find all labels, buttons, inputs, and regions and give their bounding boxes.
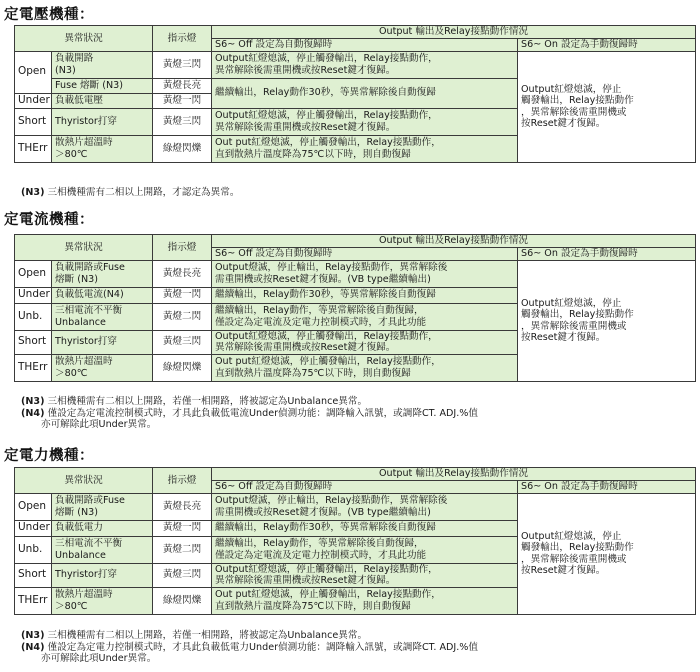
auto-line-2: 需重開機或按Reset鍵才復歸。(VB type繼續輸出)	[215, 506, 431, 518]
row-code: Under	[15, 520, 52, 536]
auto-line-2: 需重開機或按Reset鍵才復歸。(VB type繼續輸出)	[215, 273, 431, 285]
manual-line: 按Reset鍵才復歸。	[521, 118, 606, 129]
row-condition: Thyristor打穿	[52, 330, 153, 354]
condition-line-2: ＞80℃	[55, 367, 88, 379]
manual-reset-cell	[518, 260, 696, 381]
row-condition	[52, 536, 153, 563]
section-title: 定電流機種：	[4, 212, 94, 228]
row-condition	[52, 493, 153, 520]
row-code: Short	[15, 563, 52, 587]
footnote-continuation: 亦可解除此項Under異常。	[41, 419, 157, 430]
manual-reset-cell	[518, 51, 696, 162]
row-auto-reset	[212, 51, 518, 78]
header-output-group: Output 輸出及Relay接點動作情況	[212, 26, 696, 39]
row-indicator: 黃燈一閃	[153, 93, 212, 108]
footnote-text: 僅設定為定電力控制模式時，才具此負載低電力Under偵測功能：調降輸入訊號，或調降CT. ADJ.%值	[44, 642, 479, 653]
manual-reset-cell	[518, 493, 696, 614]
auto-line-2: 直到散熱片溫度降為75℃以下時，則自動復歸	[215, 367, 411, 379]
condition-line-2: 熔斷 (N3)	[55, 506, 99, 518]
manual-line: 觸發輸出，Relay接點動作	[521, 309, 634, 320]
row-auto-reset	[212, 563, 518, 587]
condition-line-2: (N3)	[55, 64, 76, 76]
fault-table	[14, 25, 696, 163]
auto-line-1: Output紅燈熄滅，停止觸發輸出，Relay接點動作，	[215, 330, 438, 342]
header-abnormal: 異常狀況	[15, 468, 153, 494]
manual-line: Output紅燈熄滅，停止	[521, 83, 622, 95]
header-indicator: 指示燈	[153, 468, 212, 494]
fault-table	[14, 467, 696, 615]
auto-line-1: 繼續輸出，Relay動作，等異常解除後自動復歸，	[215, 538, 424, 549]
condition-line-1: 三相電流不平衡	[55, 538, 123, 549]
auto-line-2: 異常解除後需重開機或按Reset鍵才復歸。	[215, 64, 396, 76]
row-auto-reset	[212, 303, 518, 330]
row-auto-reset	[212, 135, 518, 162]
condition-line-2: ＞80℃	[55, 148, 88, 160]
footnote	[21, 408, 478, 430]
row-indicator: 黃燈二閃	[153, 536, 212, 563]
row-code: Open	[15, 260, 52, 287]
section-title: 定電力機種：	[4, 448, 94, 464]
manual-line: 按Reset鍵才復歸。	[521, 565, 606, 576]
row-auto-reset: 繼續輸出，Relay動作30秒，等異常解除後自動復歸	[212, 287, 518, 303]
auto-line-1: Output燈滅，停止輸出，Relay接點動作，異常解除後	[215, 262, 448, 273]
row-indicator: 黃燈三閃	[153, 563, 212, 587]
header-s6-off: S6~ Off 設定為自動復歸時	[212, 39, 518, 52]
manual-line: ，異常解除後需重開機或	[521, 320, 627, 332]
footnote	[21, 642, 478, 664]
auto-line-1: Output紅燈熄滅，停止觸發輸出，Relay接點動作，	[215, 110, 438, 121]
row-code: Open	[15, 51, 52, 93]
row-indicator: 黃燈一閃	[153, 520, 212, 536]
header-s6-on: S6~ On 設定為手動復歸時	[518, 248, 696, 261]
row-condition: 負載低電壓	[52, 93, 153, 108]
row-code: Under	[15, 287, 52, 303]
row-code: Unb.	[15, 303, 52, 330]
auto-line-1: Out put紅燈熄滅，停止觸發輸出，Relay接點動作，	[215, 589, 441, 600]
auto-line-2: 異常解除後需重開機或按Reset鍵才復歸。	[215, 575, 396, 586]
row-code: Open	[15, 493, 52, 520]
header-abnormal: 異常狀況	[15, 26, 153, 52]
row-condition	[52, 260, 153, 287]
row-condition: 負載低電力	[52, 520, 153, 536]
row-condition	[52, 354, 153, 381]
row-code: Unb.	[15, 536, 52, 563]
fault-table	[14, 234, 696, 382]
row-code: THErr	[15, 135, 52, 162]
footnote-tag: (N4)	[21, 642, 45, 653]
condition-line-1: 散熱片超溫時	[55, 137, 113, 148]
row-condition: 負載低電流(N4)	[52, 287, 153, 303]
condition-line-2: Unbalance	[55, 549, 106, 561]
footnote	[21, 630, 367, 641]
header-s6-off: S6~ Off 設定為自動復歸時	[212, 481, 518, 494]
row-code: Short	[15, 108, 52, 135]
manual-line: 按Reset鍵才復歸。	[521, 332, 606, 343]
manual-line: 觸發輸出，Relay接點動作	[521, 542, 634, 553]
row-code: Short	[15, 330, 52, 354]
manual-line: ，異常解除後需重開機或	[521, 106, 627, 118]
row-indicator: 綠燈閃爍	[153, 354, 212, 381]
row-condition	[52, 51, 153, 78]
row-condition	[52, 587, 153, 614]
footnote-tag: (N3)	[21, 630, 45, 641]
header-s6-off: S6~ Off 設定為自動復歸時	[212, 248, 518, 261]
row-auto-reset	[212, 536, 518, 563]
header-indicator: 指示燈	[153, 26, 212, 52]
condition-line-2: ＞80℃	[55, 600, 88, 612]
manual-line: ，異常解除後需重開機或	[521, 553, 627, 565]
row-indicator: 綠燈閃爍	[153, 135, 212, 162]
footnote-continuation: 亦可解除此項Under異常。	[41, 653, 157, 664]
row-indicator: 黃燈三閃	[153, 51, 212, 78]
row-auto-reset	[212, 260, 518, 287]
footnote-tag: (N3)	[21, 396, 45, 407]
footnote-tag: (N3)	[21, 187, 45, 198]
auto-line-1: Out put紅燈熄滅，停止觸發輸出，Relay接點動作，	[215, 137, 441, 148]
auto-line-1: Output紅燈熄滅，停止觸發輸出，Relay接點動作，	[215, 53, 438, 64]
row-indicator: 綠燈閃爍	[153, 587, 212, 614]
row-auto-reset	[212, 587, 518, 614]
condition-line-1: 負載開路	[55, 53, 94, 64]
header-output-group: Output 輸出及Relay接點動作情況	[212, 468, 696, 481]
row-condition	[52, 303, 153, 330]
row-condition: Thyristor打穿	[52, 563, 153, 587]
manual-line: Output紅燈熄滅，停止	[521, 530, 622, 542]
header-indicator: 指示燈	[153, 235, 212, 261]
row-code: THErr	[15, 354, 52, 381]
auto-line-1: 繼續輸出，Relay動作，等異常解除後自動復歸，	[215, 305, 424, 316]
row-auto-reset	[212, 330, 518, 354]
footnote-text: 三相機種需有二相以上開路，若僅一相開路，將被認定為Unbalance異常。	[44, 630, 368, 641]
row-indicator: 黃燈長亮	[153, 260, 212, 287]
footnote-tag: (N4)	[21, 408, 45, 419]
section-title: 定電壓機種：	[4, 7, 94, 23]
row-indicator: 黃燈長亮	[153, 493, 212, 520]
condition-line-1: 三相電流不平衡	[55, 305, 123, 316]
row-indicator: 黃燈長亮	[153, 78, 212, 93]
row-auto-reset	[212, 493, 518, 520]
row-indicator: 黃燈二閃	[153, 303, 212, 330]
row-condition: Thyristor打穿	[52, 108, 153, 135]
auto-line-1: Output燈滅，停止輸出，Relay接點動作，異常解除後	[215, 495, 448, 506]
condition-line-1: 散熱片超溫時	[55, 356, 113, 367]
header-s6-on: S6~ On 設定為手動復歸時	[518, 481, 696, 494]
condition-line-2: 熔斷 (N3)	[55, 273, 99, 285]
footnote	[21, 187, 239, 198]
condition-line-1: 負載開路或Fuse	[55, 495, 125, 506]
row-auto-reset: 繼續輸出，Relay動作30秒，等異常解除後自動復歸	[212, 520, 518, 536]
row-indicator: 黃燈一閃	[153, 287, 212, 303]
manual-line: Output紅燈熄滅，停止	[521, 297, 622, 309]
footnote-text: 僅設定為定電流控制模式時，才具此負載低電流Under偵測功能：調降輸入訊號，或調降CT. ADJ.%值	[44, 408, 479, 419]
header-s6-on: S6~ On 設定為手動復歸時	[518, 39, 696, 52]
auto-line-1: Output紅燈熄滅，停止觸發輸出，Relay接點動作，	[215, 563, 438, 575]
auto-line-2: 異常解除後需重開機或按Reset鍵才復歸。	[215, 121, 396, 133]
row-auto-reset	[212, 354, 518, 381]
row-code: THErr	[15, 587, 52, 614]
condition-line-2: Unbalance	[55, 316, 106, 328]
auto-line-2: 異常解除後需重開機或按Reset鍵才復歸。	[215, 342, 396, 353]
auto-line-2: 直到散熱片溫度降為75℃以下時，則自動復歸	[215, 600, 411, 612]
auto-line-1: Out put紅燈熄滅，停止觸發輸出，Relay接點動作，	[215, 356, 441, 367]
footnote-text: 三相機種需有二相以上開路，才認定為異常。	[44, 187, 240, 198]
condition-line-1: 負載開路或Fuse	[55, 262, 125, 273]
footnote-text: 三相機種需有二相以上開路，若僅一相開路，將被認定為Unbalance異常。	[44, 396, 368, 407]
auto-line-2: 僅設定為定電流及定電力控制模式時，才具此功能	[215, 549, 427, 561]
row-code: Under	[15, 93, 52, 108]
manual-line: 觸發輸出，Relay接點動作	[521, 95, 634, 106]
header-output-group: Output 輸出及Relay接點動作情況	[212, 235, 696, 248]
row-indicator: 黃燈三閃	[153, 330, 212, 354]
footnote	[21, 396, 367, 407]
row-auto-reset: 繼續輸出，Relay動作30秒，等異常解除後自動復歸	[212, 78, 518, 108]
row-auto-reset	[212, 108, 518, 135]
auto-line-2: 直到散熱片溫度降為75℃以下時，則自動復歸	[215, 148, 411, 160]
row-condition: Fuse 熔斷 (N3)	[52, 78, 153, 93]
condition-line-1: 散熱片超溫時	[55, 589, 113, 600]
row-indicator: 黃燈三閃	[153, 108, 212, 135]
auto-line-2: 僅設定為定電流及定電力控制模式時，才具此功能	[215, 316, 427, 328]
header-abnormal: 異常狀況	[15, 235, 153, 261]
row-condition	[52, 135, 153, 162]
